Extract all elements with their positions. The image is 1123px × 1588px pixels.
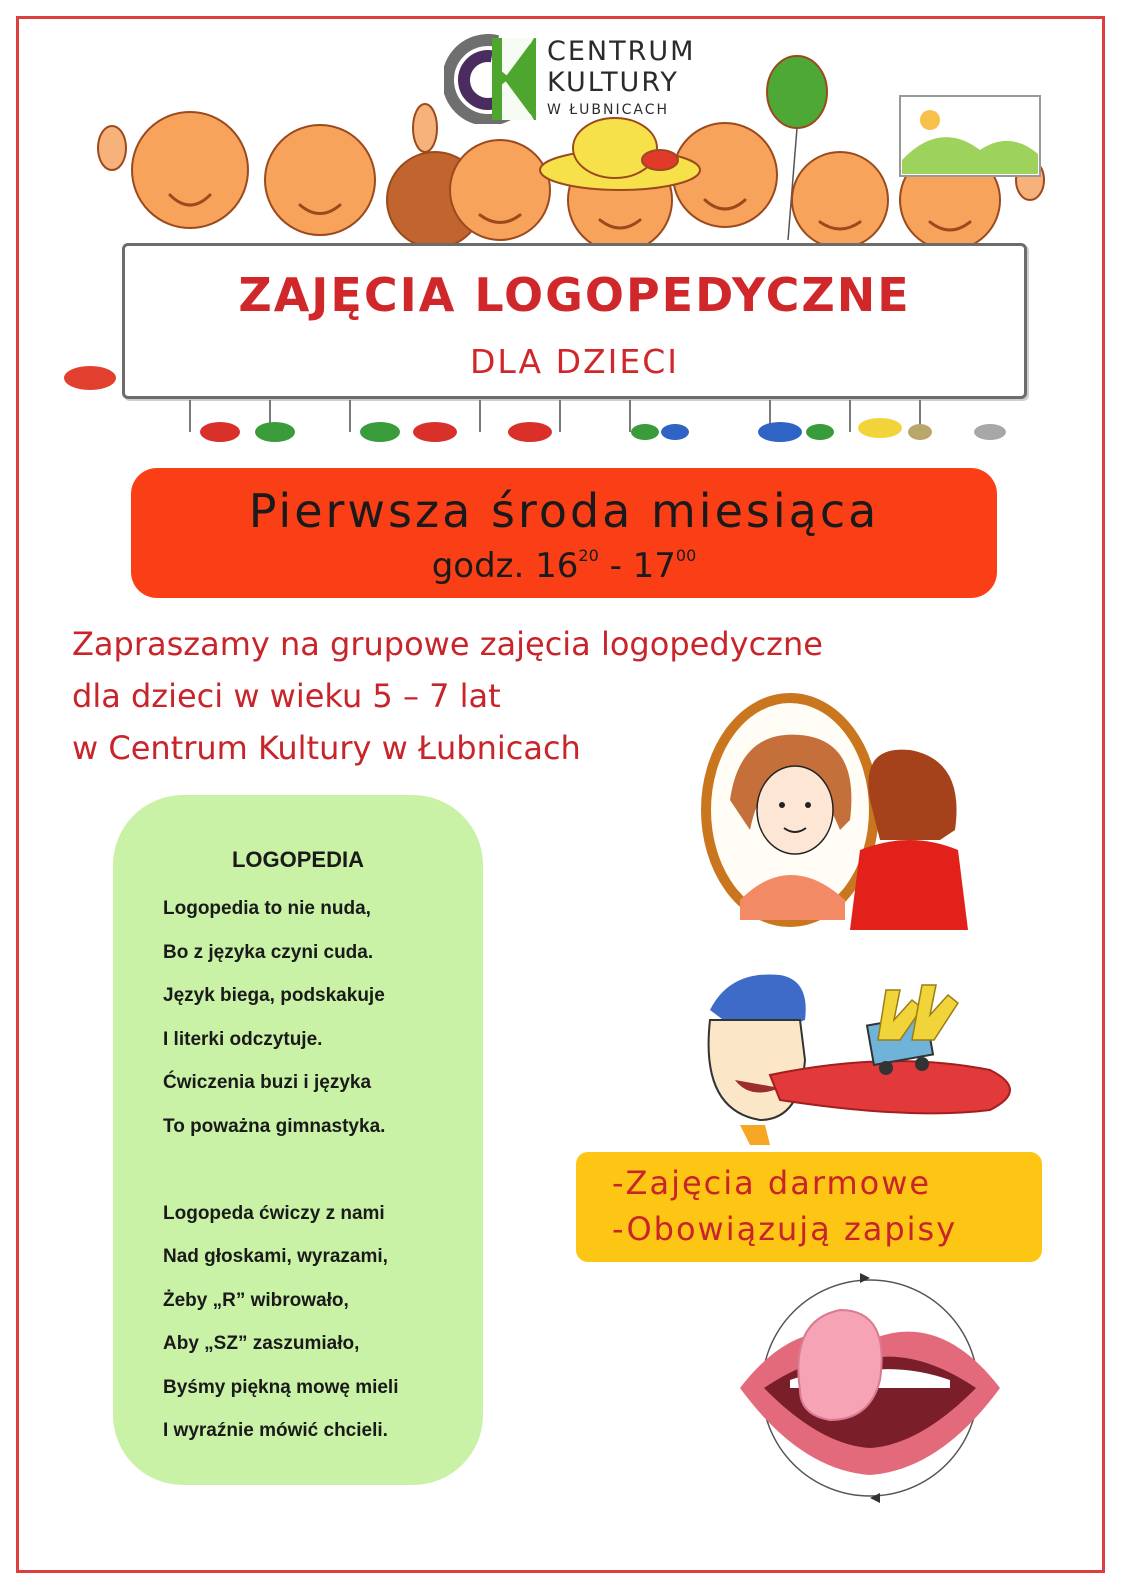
info-free: -Zajęcia darmowe (612, 1164, 932, 1202)
invitation-line-3: w Centrum Kultury w Łubnicach (72, 729, 581, 767)
mirror-girl-illustration (700, 690, 1000, 940)
stanza-gap (163, 1148, 473, 1192)
poem-line: I wyraźnie mówić chcieli. (163, 1420, 388, 1441)
poem-line: Byśmy piękną mowę mieli (163, 1376, 399, 1398)
poem-line: Żeby „R” wibrowało, (163, 1289, 349, 1311)
logo-line-3: W ŁUBNICACH (547, 102, 670, 118)
poem-line: Bo z języka czyni cuda. (163, 941, 374, 963)
poem-line: I literki odczytuje. (163, 1028, 323, 1050)
kids-feet-illustration (60, 360, 1040, 450)
logo-line-1: CENTRUM (547, 36, 696, 67)
schedule-box (131, 468, 997, 598)
poster-subtitle: DLA DZIECI (470, 342, 679, 381)
poem-box (113, 795, 483, 1485)
poem-line: Nad głoskami, wyrazami, (163, 1246, 388, 1267)
invitation-line-1: Zapraszamy na grupowe zajęcia logopedyczne (72, 625, 823, 663)
poem-line: To poważna gimnastyka. (163, 1115, 386, 1137)
invitation-line-2: dla dzieci w wieku 5 – 7 lat (72, 677, 501, 715)
poster-title: ZAJĘCIA LOGOPEDYCZNE (238, 268, 911, 322)
poem-line: Ćwiczenia buzi i języka (163, 1072, 372, 1093)
schedule-day: Pierwsza środa miesiąca (248, 484, 880, 538)
poem-line: Logopedia to nie nuda, (163, 898, 371, 919)
poem-line: Logopeda ćwiczy z nami (163, 1202, 385, 1224)
time-start-minutes: 20 (578, 546, 599, 565)
poem-line: Aby „SZ” zaszumiało, (163, 1333, 360, 1354)
time-prefix: godz. 16 (431, 546, 579, 586)
poem-text (163, 887, 473, 1453)
schedule-time (131, 546, 997, 586)
info-box (576, 1152, 1042, 1262)
poem-title: LOGOPEDIA (231, 847, 364, 872)
tongue-exercise-illustration (690, 960, 1060, 1150)
poem-line: Język biega, podskakuje (163, 985, 385, 1006)
time-dash: - 17 (598, 546, 676, 586)
kids-illustration (40, 50, 1070, 260)
mouth-exercise-illustration (730, 1270, 1020, 1510)
time-end-minutes: 00 (675, 546, 697, 565)
logo-line-2: KULTURY (547, 67, 679, 98)
info-registration: -Obowiązują zapisy (612, 1210, 958, 1248)
